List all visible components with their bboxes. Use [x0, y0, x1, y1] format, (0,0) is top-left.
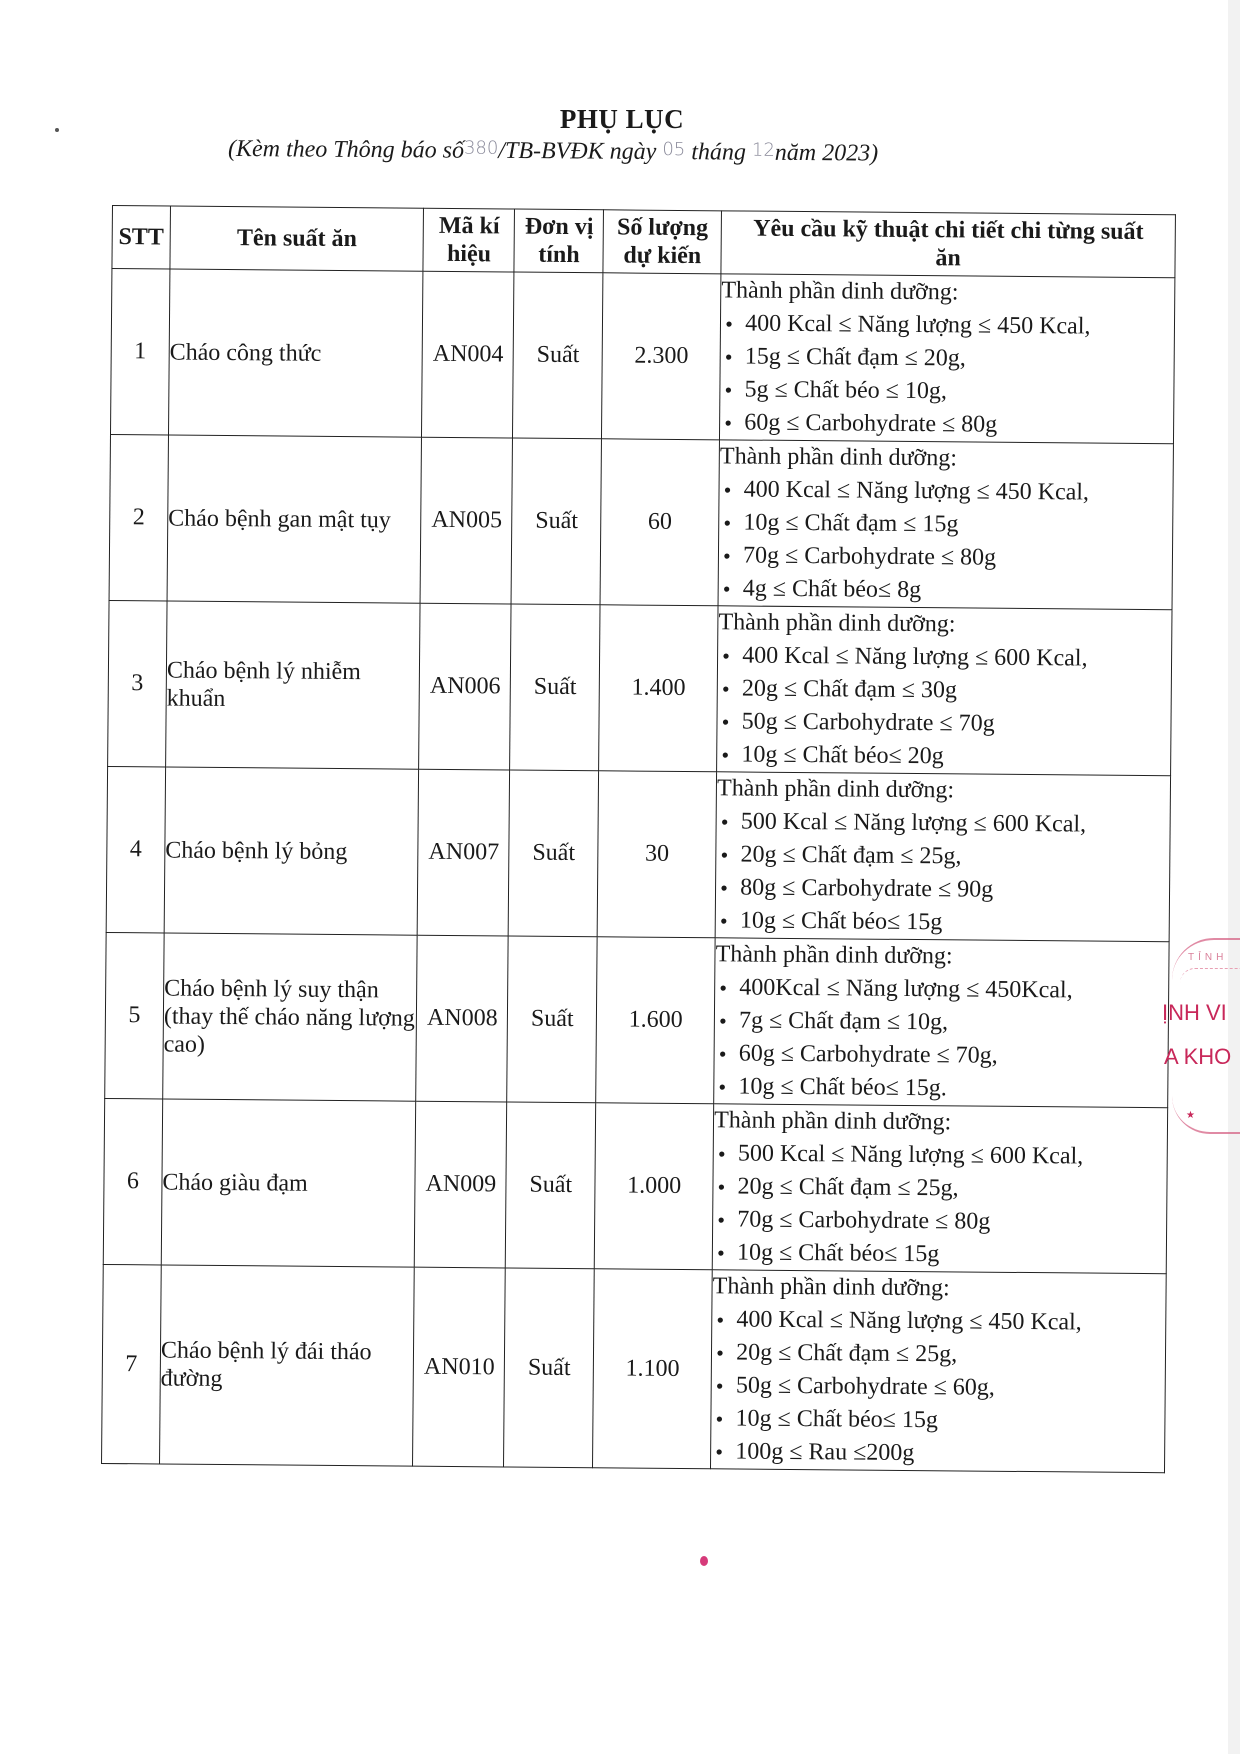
nutrition-spec-list	[719, 473, 1173, 609]
table-row	[108, 600, 1172, 775]
nutrition-spec-list	[713, 1137, 1167, 1273]
nutrition-spec-item: • 10g ≤ Chất béo≤ 15g.	[714, 1070, 1167, 1107]
month-handwritten: 12	[751, 139, 775, 161]
col-header-requirements: Yêu cầu kỹ thuật chi tiết chi từng suất ăn	[721, 211, 1175, 278]
table-row	[103, 1098, 1167, 1273]
cell-quantity: 1.100	[593, 1269, 713, 1469]
nutrition-spec-item: • 10g ≤ Chất đạm ≤ 15g	[719, 506, 1172, 543]
nutrition-spec-item: • 400 Kcal ≤ Năng lượng ≤ 450 Kcal,	[720, 473, 1173, 510]
cell-quantity: 1.400	[599, 605, 718, 772]
cell-requirements	[714, 938, 1169, 1108]
cell-unit: Suất	[506, 1102, 596, 1269]
nutrition-spec-item: • 20g ≤ Chất đạm ≤ 30g	[718, 672, 1171, 709]
cell-unit: Suất	[507, 936, 597, 1103]
nutrition-spec-list	[716, 805, 1170, 941]
nutrition-spec-item: • 10g ≤ Chất béo≤ 15g	[711, 1402, 1164, 1439]
requirements-heading: Thành phần dinh dưỡng:	[721, 277, 959, 306]
col-header-stt: STT	[112, 206, 171, 270]
cell-unit: Suất	[510, 604, 600, 771]
document-subtitle	[228, 136, 878, 168]
nutrition-spec-item: • 10g ≤ Chất béo≤ 20g	[717, 738, 1170, 775]
notice-number-handwritten: 380	[463, 137, 499, 159]
red-seal-stamp	[1162, 938, 1240, 1134]
col-header-code: Mã kí hiệu	[423, 208, 514, 272]
nutrition-spec-item: • 70g ≤ Carbohydrate ≤ 80g	[713, 1203, 1166, 1240]
table-row	[105, 932, 1169, 1107]
col-header-name: Tên suất ăn	[170, 206, 424, 271]
cell-requirements	[718, 440, 1173, 610]
cell-code: AN010	[413, 1267, 506, 1467]
cell-meal-name: Cháo bệnh lý suy thận (thay thế cháo năng lượng cao)	[163, 933, 418, 1101]
cell-unit: Suất	[511, 438, 601, 605]
stamp-outer-ring-bottom	[1172, 1096, 1240, 1134]
cell-meal-name: Cháo bệnh lý bỏng	[164, 767, 419, 935]
cell-code: AN009	[415, 1101, 507, 1268]
nutrition-spec-item: • 500 Kcal ≤ Năng lượng ≤ 600 Kcal,	[714, 1137, 1167, 1174]
nutrition-spec-item: • 70g ≤ Carbohydrate ≤ 80g	[719, 539, 1172, 576]
cell-stt: 7	[102, 1264, 162, 1463]
nutrition-spec-item: • 400 Kcal ≤ Năng lượng ≤ 600 Kcal,	[718, 639, 1171, 676]
table-row	[110, 269, 1174, 444]
cell-code: AN004	[422, 271, 514, 438]
stamp-text-line-1: ỊNH VI	[1162, 1000, 1227, 1025]
subtitle-mid-1: /TB-BVĐK ngày	[498, 137, 657, 165]
cell-stt: 2	[109, 434, 168, 600]
cell-stt: 3	[108, 600, 167, 766]
cell-stt: 6	[103, 1098, 162, 1264]
cell-requirements	[717, 606, 1172, 776]
document-title	[0, 104, 1240, 135]
nutrition-spec-item: • 15g ≤ Chất đạm ≤ 20g,	[721, 340, 1174, 377]
cell-stt: 4	[106, 766, 165, 932]
cell-meal-name: Cháo giàu đạm	[161, 1099, 416, 1267]
cell-meal-name: Cháo bệnh gan mật tụy	[167, 435, 422, 603]
nutrition-spec-item: • 100g ≤ Rau ≤200g	[711, 1435, 1164, 1472]
subtitle-suffix: năm 2023)	[774, 139, 879, 167]
requirements-heading: Thành phần dinh dưỡng:	[715, 941, 953, 970]
cell-requirements	[712, 1104, 1167, 1274]
nutrition-spec-item: • 50g ≤ Carbohydrate ≤ 60g,	[712, 1369, 1165, 1406]
day-handwritten: 05	[662, 139, 686, 161]
meal-spec-table	[101, 205, 1176, 1473]
subtitle-mid-2: tháng	[691, 139, 747, 166]
nutrition-spec-item: • 60g ≤ Carbohydrate ≤ 70g,	[715, 1037, 1168, 1074]
cell-quantity: 2.300	[602, 273, 721, 440]
col-header-unit: Đơn vị tính	[514, 209, 603, 273]
cell-code: AN007	[418, 769, 510, 936]
cell-unit: Suất	[513, 272, 603, 439]
requirements-heading: Thành phần dinh dưỡng:	[712, 1273, 950, 1302]
nutrition-spec-item: • 80g ≤ Carbohydrate ≤ 90g	[716, 871, 1169, 908]
requirements-heading: Thành phần dinh dưỡng:	[716, 775, 955, 804]
stamp-text-line-2: A KHO	[1164, 1044, 1232, 1069]
requirements-heading: Thành phần dinh dưỡng:	[719, 443, 958, 472]
cell-quantity: 60	[600, 439, 719, 606]
nutrition-spec-item: • 400Kcal ≤ Năng lượng ≤ 450Kcal,	[715, 971, 1168, 1008]
nutrition-spec-item: • 20g ≤ Chất đạm ≤ 25g,	[712, 1336, 1165, 1373]
nutrition-spec-item: • 10g ≤ Chất béo≤ 15g	[716, 904, 1169, 941]
ink-dot	[700, 1556, 708, 1566]
cell-quantity: 30	[597, 771, 716, 938]
table-body	[102, 269, 1175, 1473]
cell-code: AN006	[419, 603, 511, 770]
table-row	[109, 434, 1173, 609]
table-row	[106, 766, 1170, 941]
cell-requirements	[711, 1270, 1167, 1473]
subtitle-prefix: (Kèm theo Thông báo số	[227, 136, 465, 164]
cell-code: AN008	[416, 935, 508, 1102]
cell-quantity: 1.000	[595, 1103, 714, 1270]
nutrition-spec-item: • 4g ≤ Chất béo≤ 8g	[719, 572, 1172, 609]
cell-requirements	[715, 772, 1170, 942]
nutrition-spec-list	[720, 307, 1174, 443]
cell-code: AN005	[421, 437, 513, 604]
cell-meal-name: Cháo bệnh lý nhiễm khuẩn	[166, 601, 421, 769]
table-header-row	[112, 206, 1176, 278]
title-text: PHỤ LỤC	[559, 104, 685, 134]
cell-stt: 5	[105, 932, 164, 1098]
nutrition-spec-item: • 20g ≤ Chất đạm ≤ 25g,	[716, 838, 1169, 875]
stamp-star-icon: ★	[1186, 1110, 1195, 1121]
stamp-inner-ring	[1180, 968, 1240, 983]
nutrition-spec-list	[711, 1303, 1165, 1472]
cell-unit: Suất	[504, 1268, 595, 1468]
cell-quantity: 1.600	[596, 937, 715, 1104]
cell-requirements	[720, 274, 1175, 444]
table-row	[102, 1264, 1167, 1472]
nutrition-spec-item: • 5g ≤ Chất béo ≤ 10g,	[720, 373, 1173, 410]
requirements-heading: Thành phần dinh dưỡng:	[718, 609, 956, 638]
page-edge	[1228, 0, 1240, 1754]
nutrition-spec-item: • 400 Kcal ≤ Năng lượng ≤ 450 Kcal,	[712, 1303, 1165, 1340]
nutrition-spec-item: • 50g ≤ Carbohydrate ≤ 70g	[718, 705, 1171, 742]
nutrition-spec-list	[717, 639, 1171, 775]
nutrition-spec-list	[714, 971, 1168, 1107]
nutrition-spec-item: • 7g ≤ Chất đạm ≤ 10g,	[715, 1004, 1168, 1041]
requirements-heading: Thành phần dinh dưỡng:	[714, 1107, 952, 1136]
col-header-qty: Số lượng dự kiến	[603, 210, 721, 274]
nutrition-spec-item: • 500 Kcal ≤ Năng lượng ≤ 600 Kcal,	[717, 805, 1170, 842]
cell-meal-name: Cháo bệnh lý đái tháo đường	[159, 1265, 414, 1466]
cell-meal-name: Cháo công thức	[168, 269, 423, 437]
cell-stt: 1	[110, 269, 169, 435]
nutrition-spec-item: • 400 Kcal ≤ Năng lượng ≤ 450 Kcal,	[721, 307, 1174, 344]
nutrition-spec-item: • 20g ≤ Chất đạm ≤ 25g,	[713, 1170, 1166, 1207]
stamp-ring-text: TỈNH	[1188, 952, 1228, 963]
nutrition-spec-item: • 60g ≤ Carbohydrate ≤ 80g	[720, 406, 1173, 443]
cell-unit: Suất	[509, 770, 599, 937]
nutrition-spec-item: • 10g ≤ Chất béo≤ 15g	[713, 1236, 1166, 1273]
